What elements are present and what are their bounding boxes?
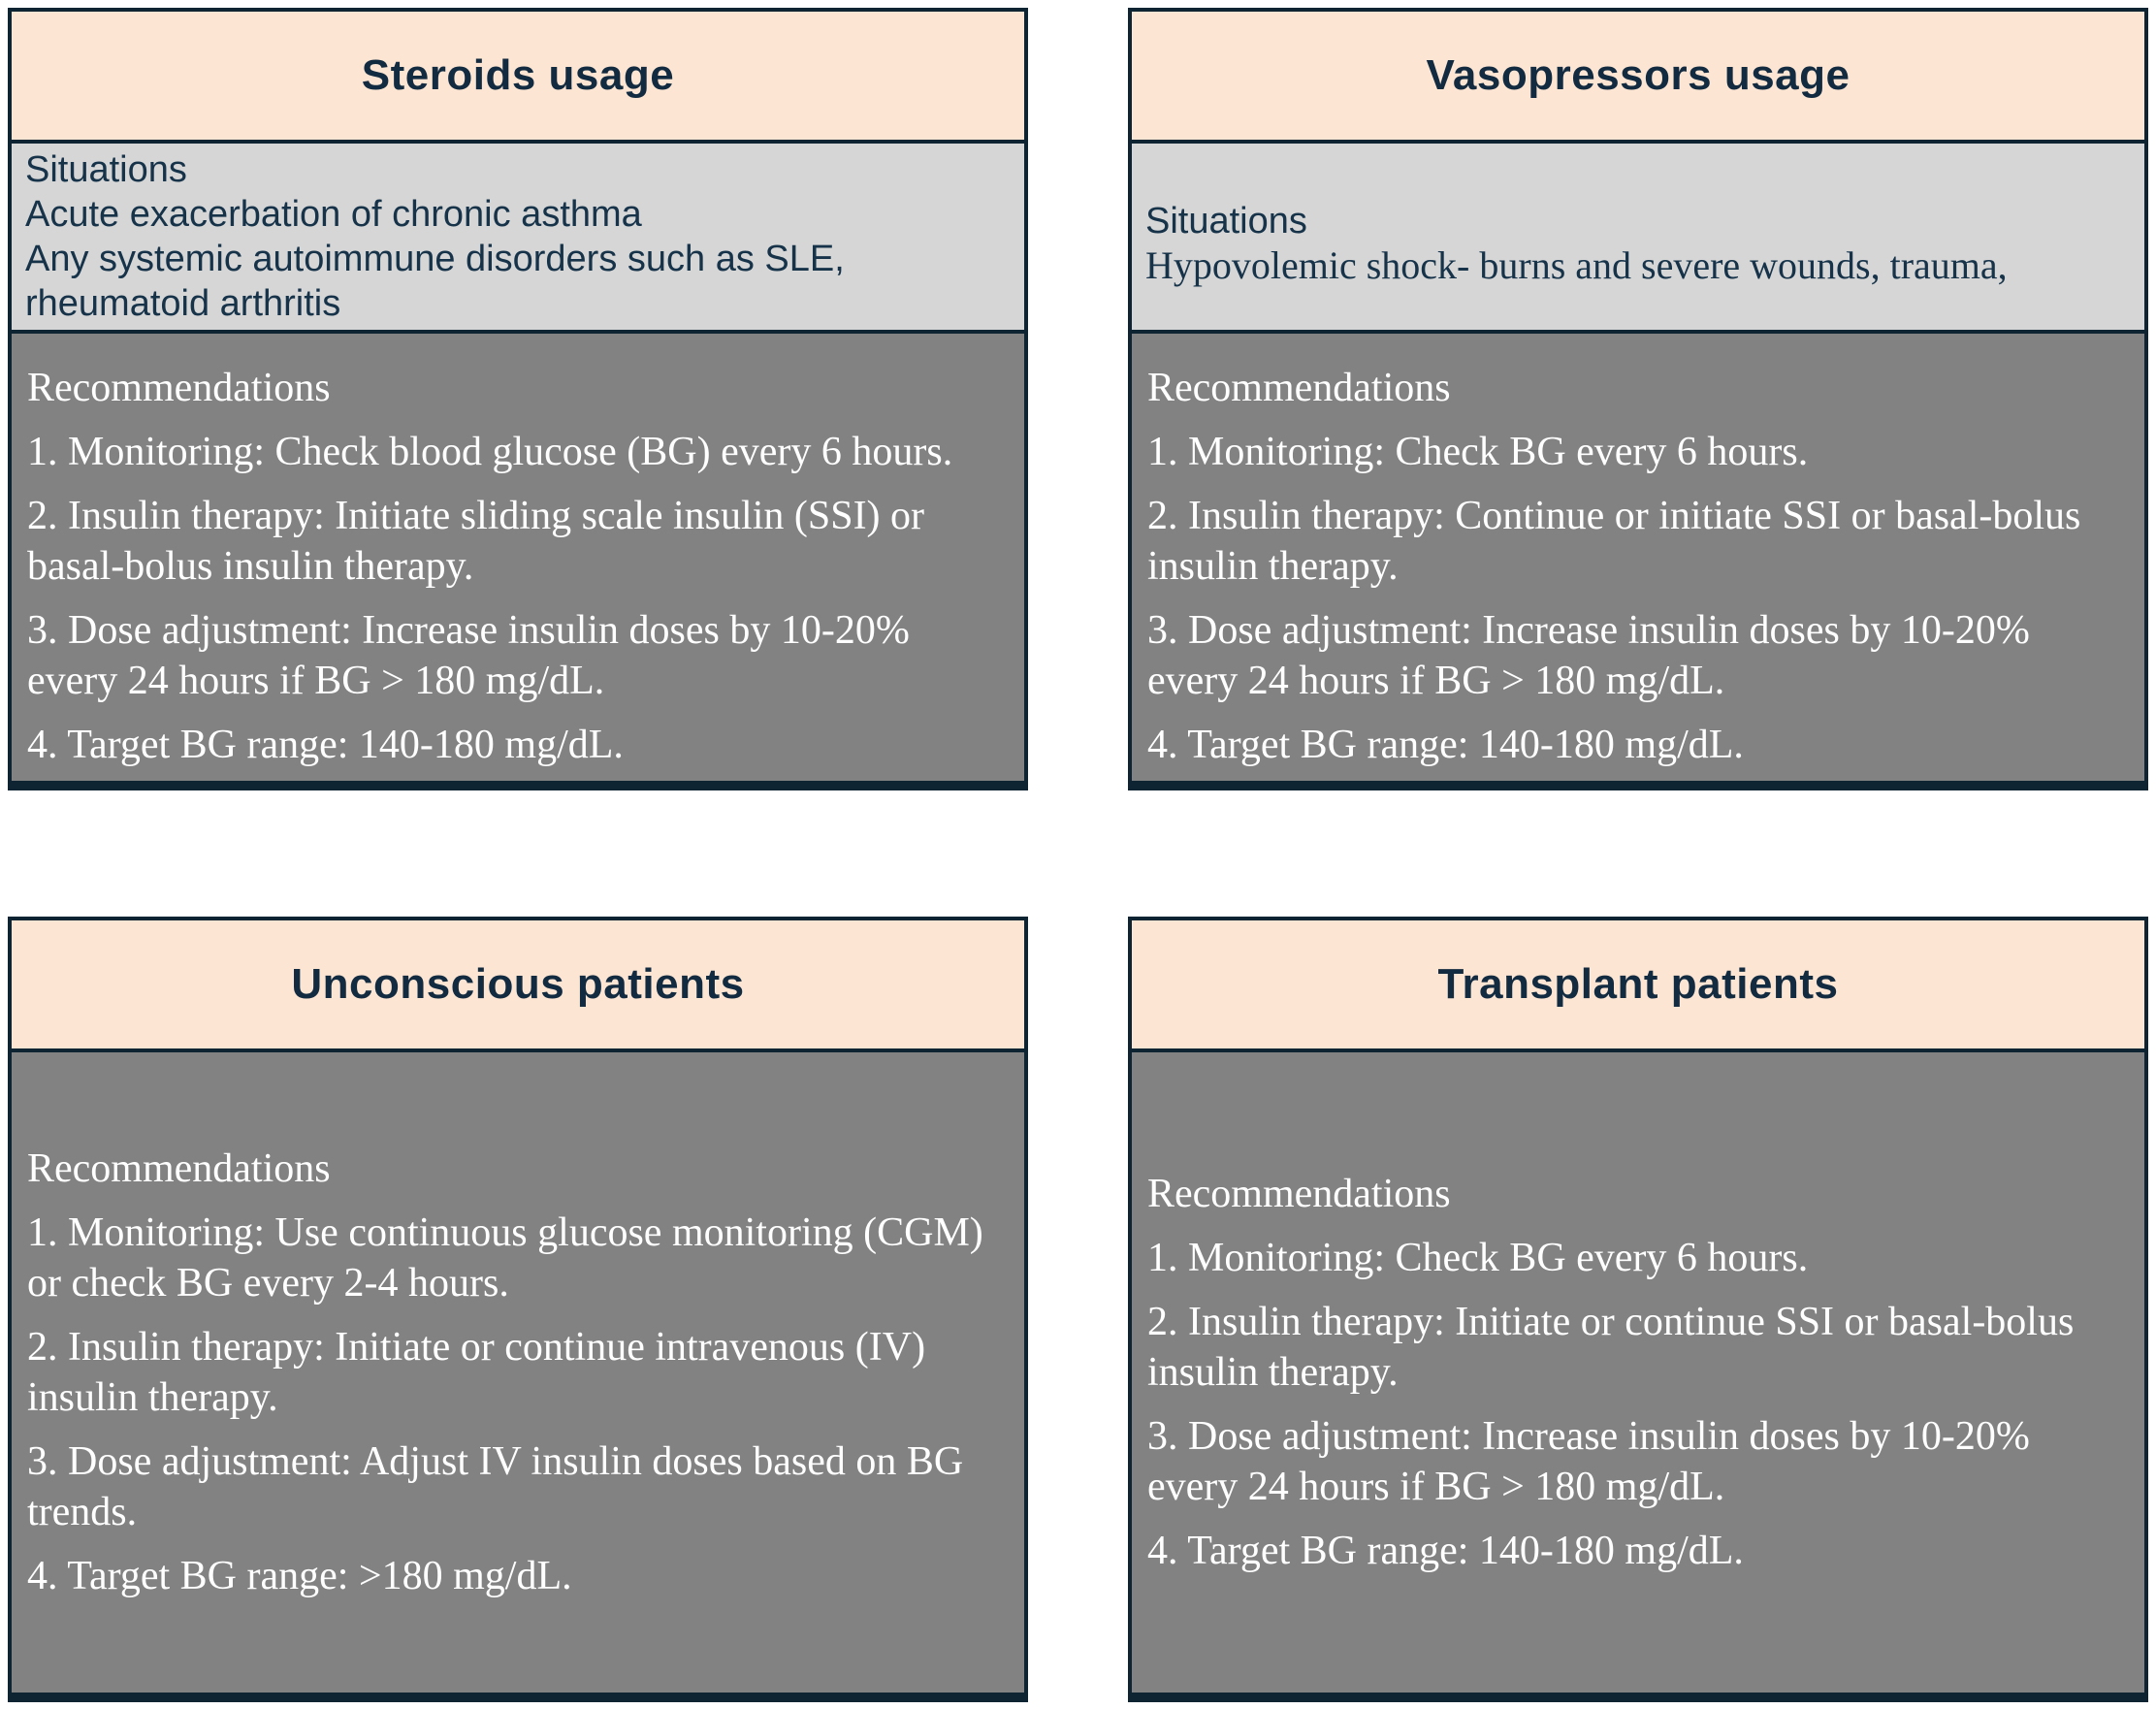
recommendation-item: 3. Dose adjustment: Adjust IV insulin doses based on BG trends.	[27, 1439, 964, 1534]
recommendation-item: 3. Dose adjustment: Increase insulin doses by 10-20% every 24 hours if BG > 180 mg/dL.	[27, 608, 910, 703]
recommendations-label: Recommendations	[1147, 1172, 1451, 1216]
recommendations-section	[1132, 1052, 2144, 1693]
situation-line: Acute exacerbation of chronic asthma	[25, 194, 642, 235]
situations-label: Situations	[25, 149, 187, 190]
panel-steroids-usage	[8, 8, 1028, 790]
recommendation-item: 2. Insulin therapy: Continue or initiate SSI or basal-bolus insulin therapy.	[1147, 494, 2081, 589]
recommendation-item: 3. Dose adjustment: Increase insulin doses by 10-20% every 24 hours if BG > 180 mg/dL.	[1147, 608, 2030, 703]
recommendation-item: 1. Monitoring: Use continuous glucose monitoring (CGM) or check BG every 2-4 hours.	[27, 1210, 983, 1306]
situations-section	[12, 144, 1024, 334]
recommendations-section	[12, 334, 1024, 781]
panel-header	[1132, 12, 2144, 144]
recommendation-item: 4. Target BG range: 140-180 mg/dL.	[1147, 1529, 1744, 1573]
recommendations-section	[1132, 334, 2144, 781]
recommendation-item: 2. Insulin therapy: Initiate sliding scale insulin (SSI) or basal-bolus insulin therapy.	[27, 494, 925, 589]
recommendation-item: 4. Target BG range: 140-180 mg/dL.	[27, 723, 624, 767]
situation-line: Hypovolemic shock- burns and severe wounds, trauma,	[1145, 243, 2008, 287]
recommendation-item: 1. Monitoring: Check BG every 6 hours.	[1147, 430, 1809, 474]
situation-line: Any systemic autoimmune disorders such as SLE, rheumatoid arthritis	[25, 239, 845, 324]
recommendation-item: 4. Target BG range: 140-180 mg/dL.	[1147, 723, 1744, 767]
recommendation-item: 2. Insulin therapy: Initiate or continue intravenous (IV) insulin therapy.	[27, 1325, 926, 1420]
panel-unconscious-patients	[8, 917, 1028, 1702]
recommendations-label: Recommendations	[27, 1146, 331, 1191]
recommendation-item: 1. Monitoring: Check BG every 6 hours.	[1147, 1236, 1809, 1280]
recommendation-item: 1. Monitoring: Check blood glucose (BG) every 6 hours.	[27, 430, 953, 474]
recommendation-item: 2. Insulin therapy: Initiate or continue SSI or basal-bolus insulin therapy.	[1147, 1300, 2075, 1395]
panel-title: Unconscious patients	[291, 960, 745, 1008]
situations-section	[1132, 144, 2144, 334]
panel-title: Steroids usage	[361, 51, 675, 99]
panel-title: Transplant patients	[1437, 960, 1839, 1008]
recommendations-section	[12, 1052, 1024, 1693]
panel-header	[12, 920, 1024, 1052]
recommendations-label: Recommendations	[1147, 366, 1451, 410]
panel-header	[12, 12, 1024, 144]
situations-label: Situations	[1145, 201, 1307, 242]
panel-transplant-patients	[1128, 917, 2148, 1702]
panel-title: Vasopressors usage	[1426, 51, 1850, 99]
recommendation-item: 4. Target BG range: >180 mg/dL.	[27, 1554, 572, 1598]
recommendations-label: Recommendations	[27, 366, 331, 410]
recommendation-item: 3. Dose adjustment: Increase insulin doses by 10-20% every 24 hours if BG > 180 mg/dL.	[1147, 1414, 2030, 1509]
panel-header	[1132, 920, 2144, 1052]
panel-vasopressors-usage	[1128, 8, 2148, 790]
